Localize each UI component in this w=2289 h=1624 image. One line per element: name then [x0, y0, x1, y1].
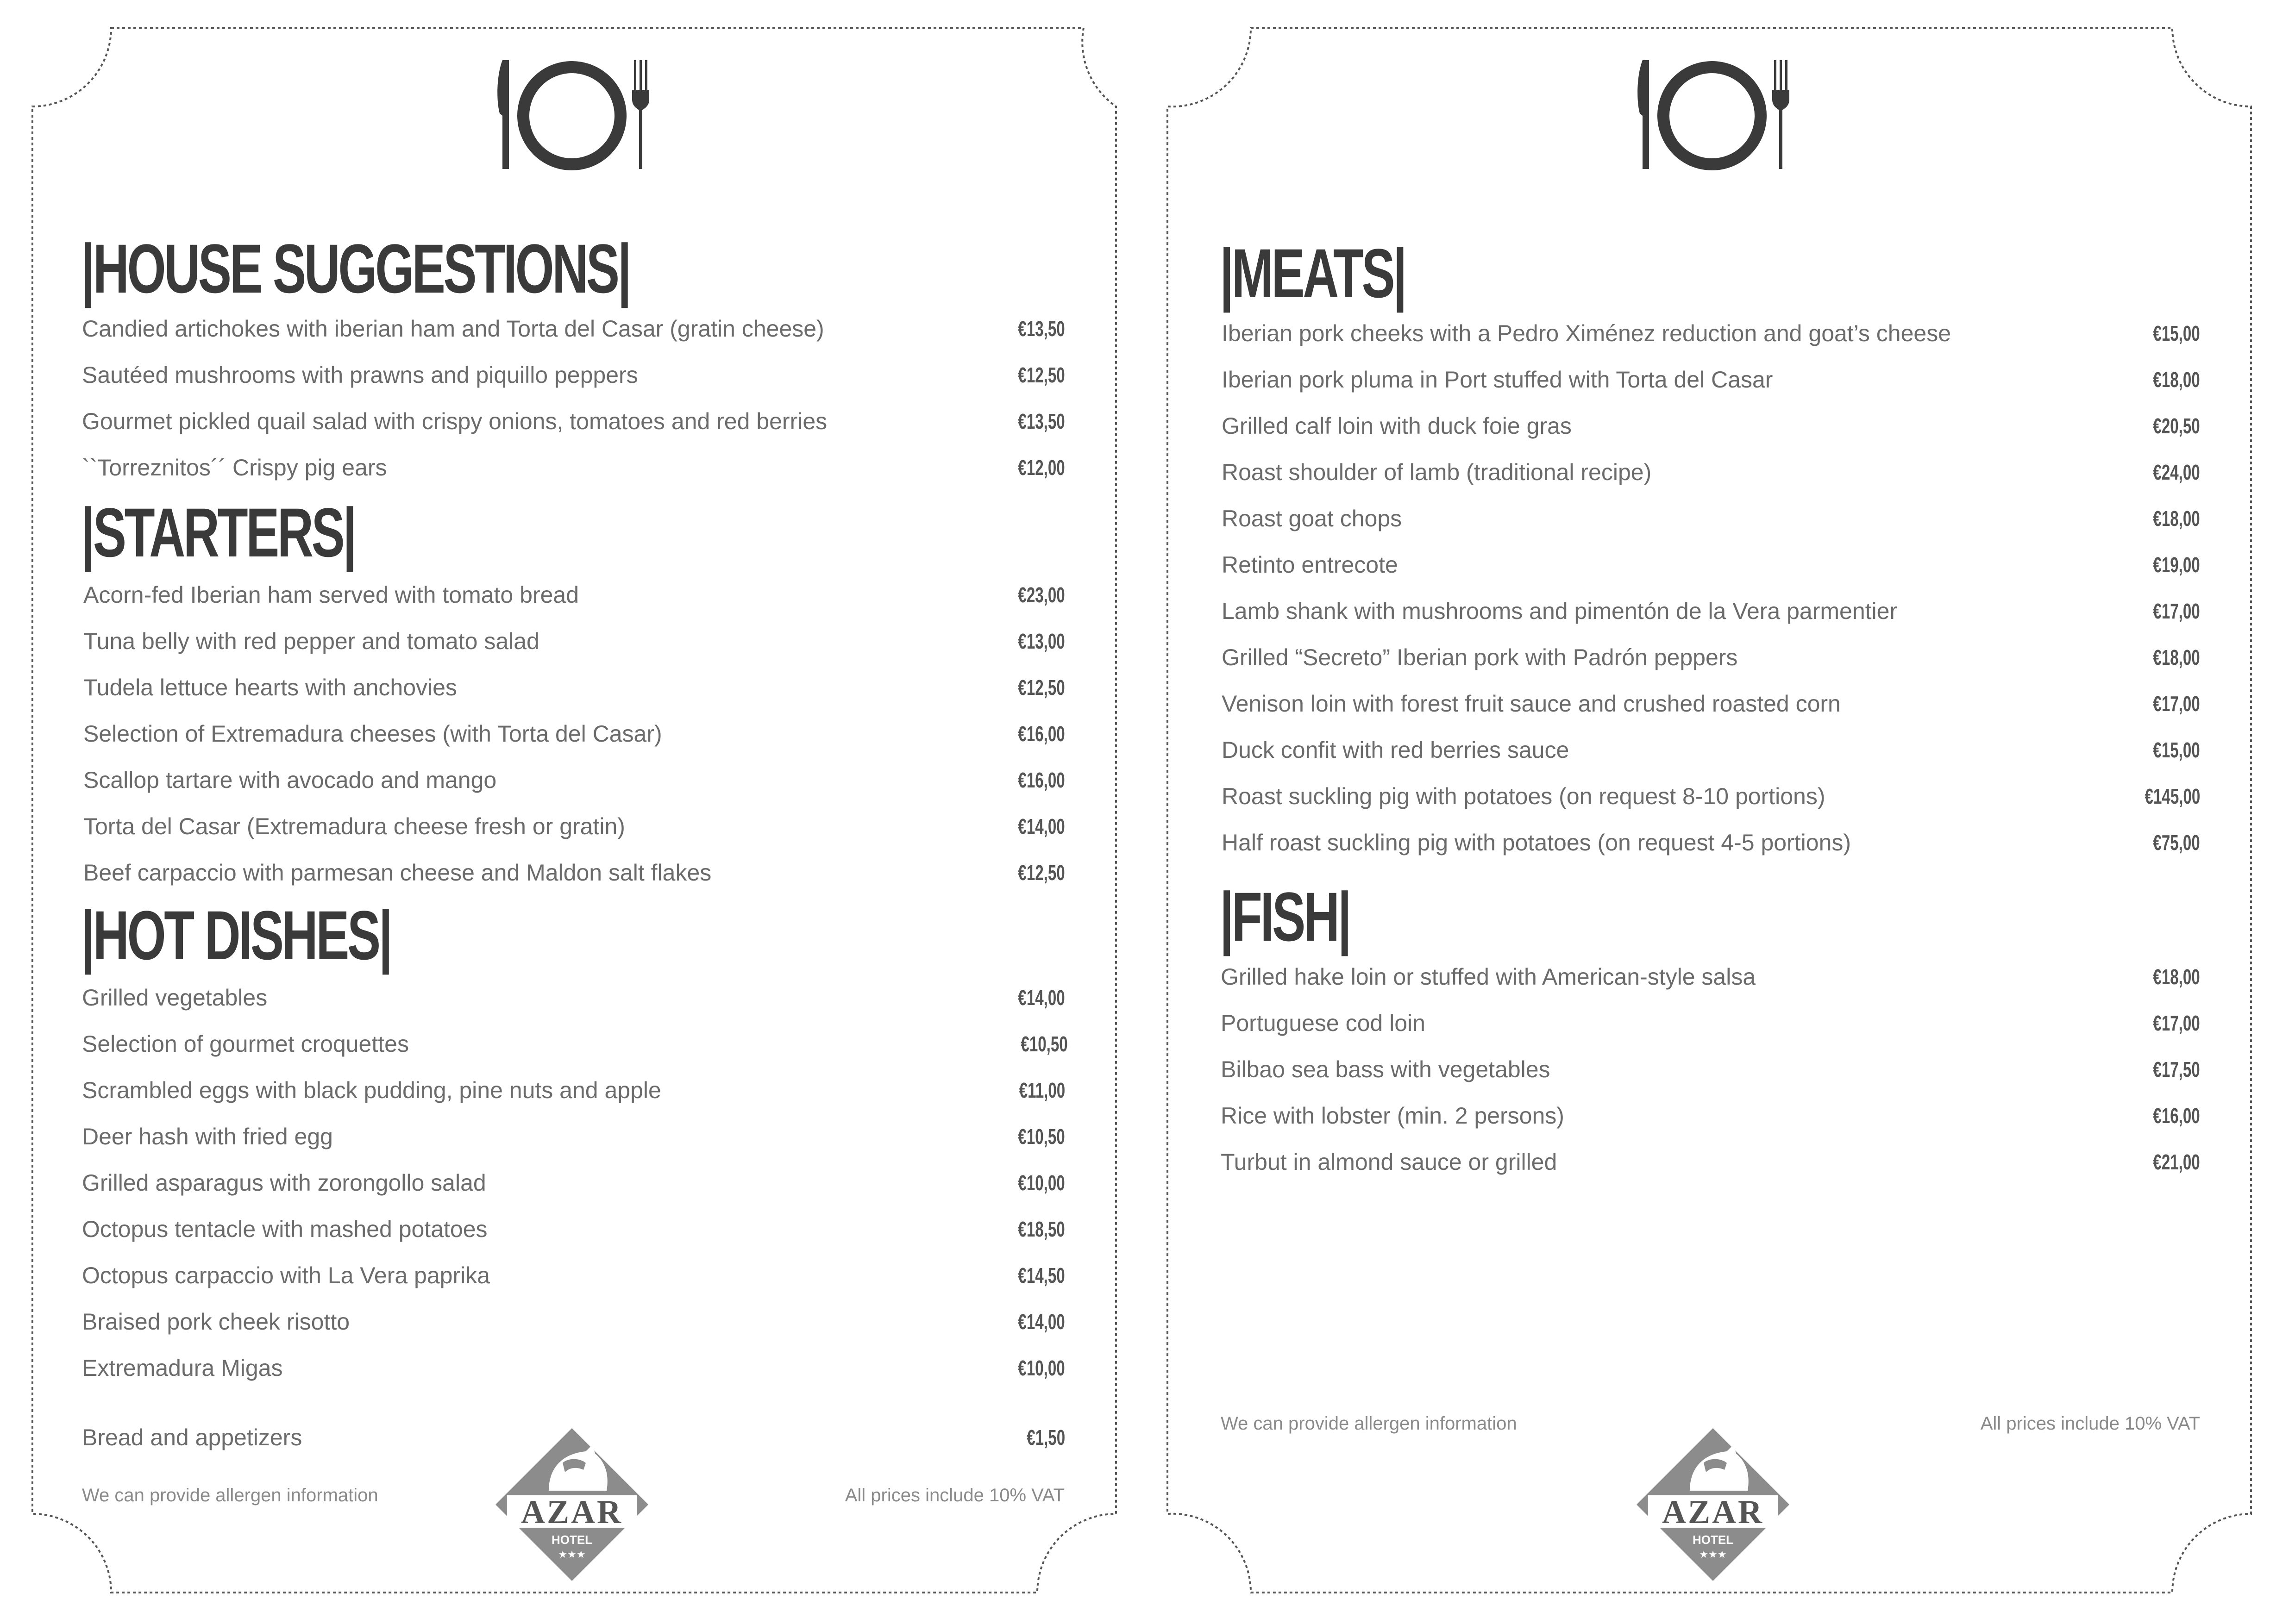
list-item [1222, 773, 2200, 819]
list-item [82, 1160, 1065, 1206]
item-price: €14,00 [1018, 986, 1065, 1010]
item-name: Turbut in almond sauce or grilled [1221, 1149, 1557, 1175]
list-item [1221, 1093, 2200, 1139]
vat-note: All prices include 10% VAT [1980, 1413, 2200, 1434]
item-price: €10,00 [1018, 1171, 1065, 1195]
item-name: Tudela lettuce hearts with anchovies [83, 675, 457, 700]
section-title: |MEATS| [1220, 234, 1405, 312]
item-price: €17,50 [2153, 1057, 2200, 1081]
list-item [1222, 634, 2200, 681]
list-item [82, 974, 1065, 1021]
item-name: Grilled hake loin or stuffed with American-style salsa [1221, 964, 1756, 990]
list-item [83, 664, 1065, 711]
item-price: €18,00 [2153, 965, 2200, 989]
item-price: €18,00 [2153, 368, 2200, 392]
item-name: Half roast suckling pig with potatoes (on request 4-5 portions) [1222, 830, 1851, 856]
item-name: Roast shoulder of lamb (traditional recipe) [1222, 459, 1652, 485]
item-name: Bilbao sea bass with vegetables [1221, 1056, 1550, 1082]
item-name: Beef carpaccio with parmesan cheese and Maldon salt flakes [83, 860, 712, 886]
item-name: Roast suckling pig with potatoes (on request 8-10 portions) [1222, 783, 1825, 809]
item-name: Tuna belly with red pepper and tomato salad [83, 628, 539, 654]
item-price: €12,50 [1018, 675, 1065, 700]
item-name: Grilled calf loin with duck foie gras [1222, 413, 1572, 439]
list-item [83, 849, 1065, 896]
item-name: Selection of gourmet croquettes [82, 1031, 409, 1057]
menu-page-right [1144, 0, 2289, 1624]
item-name: Candied artichokes with iberian ham and Torta del Casar (gratin cheese) [82, 316, 824, 342]
list-item [82, 444, 1065, 491]
item-price: €16,00 [1018, 768, 1065, 792]
allergen-note: We can provide allergen information [82, 1485, 378, 1505]
item-price: €10,00 [1018, 1356, 1065, 1380]
item-name: Lamb shank with mushrooms and pimentón de la Vera parmentier [1222, 598, 1898, 624]
list-item [1222, 356, 2200, 403]
item-price: €12,00 [1018, 456, 1065, 480]
item-price: €145,00 [2145, 784, 2200, 808]
item-name: Portuguese cod loin [1221, 1010, 1425, 1036]
list-item [83, 572, 1065, 618]
list-item [82, 1021, 1068, 1067]
item-name: Acorn-fed Iberian ham served with tomato bread [83, 582, 579, 608]
logo-name: AZAR [1662, 1493, 1764, 1530]
item-price: €14,00 [1018, 1310, 1065, 1334]
item-price: €18,00 [2153, 506, 2200, 531]
item-name: Roast goat chops [1222, 506, 1402, 531]
list-item [1222, 403, 2200, 449]
item-name: Retinto entrecote [1222, 552, 1398, 578]
list-item [1222, 542, 2200, 588]
list-item [83, 757, 1065, 803]
item-name: ``Torreznitos´´ Crispy pig ears [82, 455, 387, 481]
item-name: Gourmet pickled quail salad with crispy onions, tomatoes and red berries [82, 408, 828, 434]
item-price: €24,00 [2153, 460, 2200, 484]
item-price: €14,00 [1018, 814, 1065, 838]
item-price: €14,50 [1018, 1263, 1065, 1287]
item-name: Scallop tartare with avocado and mango [83, 767, 497, 793]
list-item [82, 1113, 1065, 1160]
section-title: |HOUSE SUGGESTIONS| [81, 230, 630, 307]
menu-page-left [0, 0, 1144, 1624]
item-price: €17,00 [2153, 692, 2200, 716]
item-name: Octopus carpaccio with La Vera paprika [82, 1262, 490, 1288]
list-item [1222, 588, 2200, 634]
item-price: €13,00 [1018, 629, 1065, 653]
item-price: €1,50 [1027, 1425, 1065, 1449]
list-item [1221, 1000, 2200, 1046]
item-name: Grilled vegetables [82, 985, 268, 1011]
item-name: Sautéed mushrooms with prawns and piquillo peppers [82, 362, 638, 388]
item-price: €17,00 [2153, 599, 2200, 623]
list-item [82, 1067, 1065, 1113]
section-title: |FISH| [1220, 878, 1350, 956]
item-price: €13,50 [1018, 409, 1065, 433]
item-price: €17,00 [2153, 1011, 2200, 1035]
logo-stars: ★★★ [558, 1549, 586, 1561]
list-item [82, 1299, 1065, 1345]
item-price: €11,00 [1019, 1078, 1065, 1102]
item-price: €75,00 [2153, 831, 2200, 855]
list-item [82, 352, 1065, 398]
azar-hotel-logo [493, 1426, 651, 1583]
item-price: €16,00 [2153, 1104, 2200, 1128]
item-price: €10,50 [1018, 1124, 1065, 1149]
logo-name: AZAR [521, 1493, 623, 1530]
item-price: €12,50 [1018, 861, 1065, 885]
list-item [83, 618, 1065, 664]
item-name: Iberian pork pluma in Port stuffed with Torta del Casar [1222, 367, 1773, 393]
item-name: Deer hash with fried egg [82, 1124, 333, 1149]
list-item [82, 398, 1065, 444]
item-price: €12,50 [1018, 363, 1065, 387]
item-price: €21,00 [2153, 1150, 2200, 1174]
list-item [83, 803, 1065, 849]
list-item [82, 1345, 1065, 1391]
item-name: Grilled “Secreto” Iberian pork with Padrón peppers [1222, 644, 1738, 670]
item-price: €23,00 [1018, 583, 1065, 607]
item-name: Rice with lobster (min. 2 persons) [1221, 1103, 1564, 1129]
item-price: €15,00 [2153, 321, 2200, 345]
item-name: Bread and appetizers [82, 1424, 302, 1450]
item-name: Duck confit with red berries sauce [1222, 737, 1569, 763]
section-title: |HOT DISHES| [81, 896, 391, 974]
list-item [82, 1206, 1065, 1252]
item-price: €18,00 [2153, 645, 2200, 669]
plate-knife-fork-icon [493, 56, 651, 176]
logo-subtitle: HOTEL [551, 1533, 593, 1547]
item-price: €10,50 [1021, 1032, 1068, 1056]
item-name: Iberian pork cheeks with a Pedro Ximénez reduction and goat’s cheese [1222, 320, 1951, 346]
logo-subtitle: HOTEL [1692, 1533, 1734, 1547]
list-item [1221, 1046, 2200, 1093]
item-name: Braised pork cheek risotto [82, 1309, 350, 1335]
list-item [1222, 310, 2200, 356]
section-title: |STARTERS| [81, 493, 355, 571]
list-item [1222, 727, 2200, 773]
list-item [1221, 954, 2200, 1000]
item-price: €20,50 [2153, 414, 2200, 438]
item-name: Torta del Casar (Extremadura cheese fresh or gratin) [83, 813, 625, 839]
list-item [1222, 495, 2200, 542]
item-price: €15,00 [2153, 738, 2200, 762]
item-name: Scrambled eggs with black pudding, pine nuts and apple [82, 1077, 661, 1103]
vat-note: All prices include 10% VAT [845, 1485, 1065, 1505]
allergen-note: We can provide allergen information [1221, 1413, 1517, 1434]
item-name: Selection of Extremadura cheeses (with Torta del Casar) [83, 721, 662, 747]
list-item [82, 1252, 1065, 1299]
list-item [1222, 681, 2200, 727]
logo-stars: ★★★ [1699, 1549, 1727, 1561]
item-price: €13,50 [1018, 317, 1065, 341]
list-item [1222, 819, 2200, 866]
item-name: Venison loin with forest fruit sauce and crushed roasted corn [1222, 691, 1841, 717]
item-name: Octopus tentacle with mashed potatoes [82, 1216, 488, 1242]
list-item [1222, 449, 2200, 495]
item-price: €16,00 [1018, 722, 1065, 746]
list-item [83, 711, 1065, 757]
item-price: €19,00 [2153, 553, 2200, 577]
item-price: €18,50 [1018, 1217, 1065, 1241]
item-name: Extremadura Migas [82, 1355, 283, 1381]
list-item [1221, 1139, 2200, 1185]
item-name: Grilled asparagus with zorongollo salad [82, 1170, 486, 1196]
azar-hotel-logo [1634, 1426, 1792, 1583]
list-item [82, 306, 1065, 352]
plate-knife-fork-icon [1633, 56, 1791, 176]
